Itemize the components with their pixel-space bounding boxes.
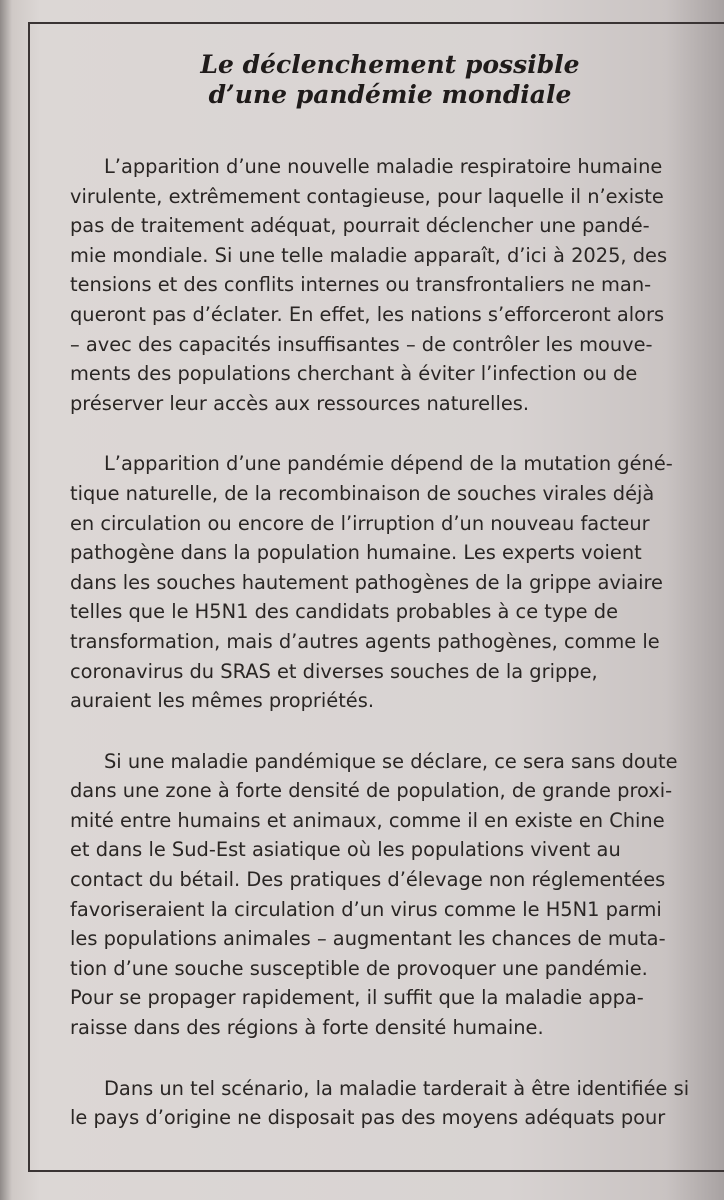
paragraph-line: pathogène dans la population humaine. Les experts voient xyxy=(70,541,642,565)
paragraph-line: et dans le Sud-Est asiatique où les populations vivent au xyxy=(70,838,621,862)
paragraph-line: en circulation ou encore de l’irruption d’un nouveau facteur xyxy=(70,511,650,535)
paragraph-line: Pour se propager rapidement, il suffit que la maladie appa- xyxy=(70,986,644,1010)
paragraph-line: queront pas d’éclater. En effet, les nations s’efforceront alors xyxy=(70,302,665,326)
paragraph-line: tion d’une souche susceptible de provoquer une pandémie. xyxy=(70,956,648,980)
paragraph-line: ments des populations cherchant à éviter l’infection ou de xyxy=(70,362,638,386)
paragraph-line: dans les souches hautement pathogènes de la grippe aviaire xyxy=(70,570,663,594)
title-line-1: Le déclenchement possible xyxy=(200,50,580,79)
paragraph-line: coronavirus du SRAS et diverses souches de la grippe, xyxy=(70,659,598,683)
paragraph-line: tique naturelle, de la recombinaison de souches virales déjà xyxy=(70,481,655,505)
paragraph-line: virulente, extrêmement contagieuse, pour laquelle il n’existe xyxy=(70,184,664,208)
paragraph-4 xyxy=(70,1074,724,1133)
title-line-2: d’une pandémie mondiale xyxy=(208,80,572,109)
paragraph-line: dans une zone à forte densité de population, de grande proxi- xyxy=(70,779,673,803)
paragraph-line: pas de traitement adéquat, pourrait déclencher une pandé- xyxy=(70,214,650,238)
paragraph-2 xyxy=(70,449,724,715)
paragraph-line: les populations animales – augmentant les chances de muta- xyxy=(70,927,666,951)
paragraph-line: mité entre humains et animaux, comme il en existe en Chine xyxy=(70,808,665,832)
paragraph-line: tensions et des conflits internes ou transfrontaliers ne man- xyxy=(70,273,652,297)
paragraph-line: favoriseraient la circulation d’un virus comme le H5N1 parmi xyxy=(70,897,662,921)
page-border-frame xyxy=(28,22,724,1172)
paragraph-3 xyxy=(70,747,724,1043)
article-body xyxy=(70,152,724,1164)
paragraph-line: mie mondiale. Si une telle maladie apparaît, d’ici à 2025, des xyxy=(70,243,668,267)
paragraph-line: telles que le H5N1 des candidats probables à ce type de xyxy=(70,600,619,624)
paragraph-line: – avec des capacités insuffisantes – de contrôler les mouve- xyxy=(70,332,653,356)
paragraph-line: L’apparition d’une nouvelle maladie respiratoire humaine xyxy=(104,155,663,178)
paragraph-line: Dans un tel scénario, la maladie tarderait à être identifiée si xyxy=(104,1076,690,1100)
paragraph-line: Si une maladie pandémique se déclare, ce sera sans doute xyxy=(104,749,678,773)
paragraph-line: transformation, mais d’autres agents pathogènes, comme le xyxy=(70,629,660,653)
paragraph-line: le pays d’origine ne disposait pas des moyens adéquats pour xyxy=(70,1106,666,1130)
paragraph-line: préserver leur accès aux ressources naturelles. xyxy=(70,391,530,415)
paragraph-1 xyxy=(70,152,724,418)
paragraph-line: raisse dans des régions à forte densité humaine. xyxy=(70,1016,544,1040)
page-title xyxy=(60,50,720,110)
paragraph-line: contact du bétail. Des pratiques d’élevage non réglementées xyxy=(70,868,666,892)
paragraph-line: L’apparition d’une pandémie dépend de la mutation géné- xyxy=(104,452,673,476)
paragraph-line: auraient les mêmes propriétés. xyxy=(70,689,375,713)
